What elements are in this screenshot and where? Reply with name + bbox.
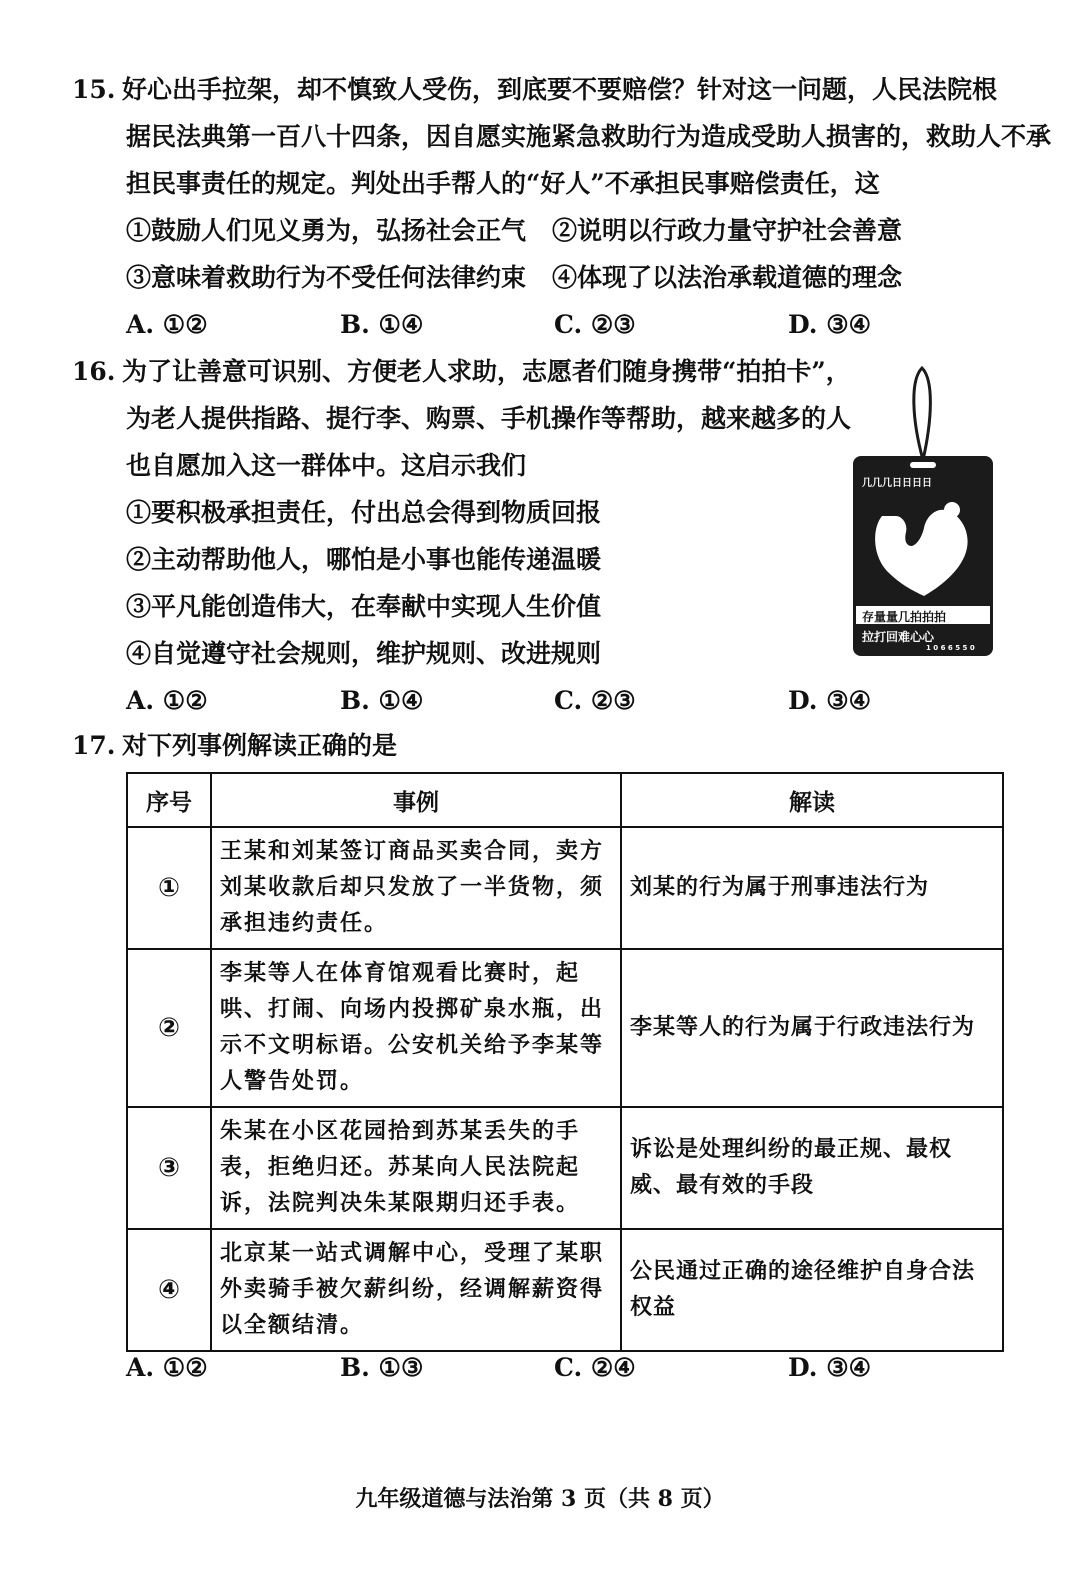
q16-line-3: 也自愿加入这一群体中。这启示我们 xyxy=(126,451,527,480)
card-bottom-text: 拉打回难心心 xyxy=(862,630,935,644)
lanyard-icon xyxy=(914,368,931,460)
table-header-row xyxy=(127,773,1003,827)
q17-number: 17. xyxy=(72,731,116,760)
q15-option-a[interactable]: A. ①② xyxy=(126,310,208,339)
card-top-text: 几几几日日日日 xyxy=(862,478,932,489)
q16-option-a[interactable]: A. ①② xyxy=(126,686,208,715)
q16-statement-2: ②主动帮助他人，哪怕是小事也能传递温暖 xyxy=(126,545,602,574)
table-row xyxy=(127,827,1003,949)
row-case: 朱某在小区花园拾到苏某丢失的手表，拒绝归还。苏某向人民法院起诉，法院判决朱某限期归还手表。 xyxy=(211,1107,621,1229)
q17-stem-line: 17. 对下列事例解读正确的是 xyxy=(72,722,1032,769)
row-interpretation: 公民通过正确的途径维护自身合法权益 xyxy=(621,1229,1003,1351)
q16-line-1: 16. 为了让善意可识别、方便老人求助，志愿者们随身携带“拍拍卡”， xyxy=(72,348,1032,395)
q17-option-c[interactable]: C. ②④ xyxy=(554,1353,636,1382)
q17-option-d[interactable]: D. ③④ xyxy=(788,1353,872,1382)
q15-number: 15. xyxy=(72,75,116,104)
q15-option-b[interactable]: B. ①④ xyxy=(340,310,424,339)
q16-line-2: 为老人提供指路、提行李、购票、手机操作等帮助，越来越多的人 xyxy=(126,404,852,433)
header-case: 事例 xyxy=(211,773,621,827)
row-case: 李某等人在体育馆观看比赛时，起哄、打闹、向场内投掷矿泉水瓶，出示不文明标语。公安机关给予李某等人警告处罚。 xyxy=(211,949,621,1107)
row-interpretation: 刘某的行为属于刑事违法行为 xyxy=(621,827,1003,949)
q16-statement-1: ①要积极承担责任，付出总会得到物质回报 xyxy=(126,498,602,527)
table-row xyxy=(127,949,1003,1107)
heart-logo-dot-icon xyxy=(944,502,960,518)
q15-statements-row-1 xyxy=(72,207,1032,254)
q15-statement-2: ②说明以行政力量守护社会善意 xyxy=(552,216,903,245)
q15-line-2: 据民法典第一百八十四条，因自愿实施紧急救助行为造成受助人损害的，救助人不承 xyxy=(126,122,1052,151)
card-band-text: 存量量几拍拍拍 xyxy=(862,610,947,624)
q15-option-c[interactable]: C. ②③ xyxy=(554,310,636,339)
card-tiny-text: 1 0 6 6 5 5 0 xyxy=(926,644,975,652)
q15-statement-4: ④体现了以法治承载道德的理念 xyxy=(552,263,903,292)
q15-line-3: 担民事责任的规定。判处出手帮人的“好人”不承担民事赔偿责任，这 xyxy=(126,169,880,198)
card-slot-icon xyxy=(910,462,936,468)
q17-options-wrap xyxy=(72,1344,1032,1391)
q16-statement-4: ④自觉遵守社会规则，维护规则、改进规则 xyxy=(126,639,602,668)
row-number: ③ xyxy=(127,1107,211,1229)
q17-case-table xyxy=(126,772,1004,1352)
q15-line-1: 15. 好心出手拉架，却不慎致人受伤，到底要不要赔偿？针对这一问题，人民法院根 xyxy=(72,66,1032,113)
table-row xyxy=(127,1229,1003,1351)
q17-option-a[interactable]: A. ①② xyxy=(126,1353,208,1382)
row-interpretation: 诉讼是处理纠纷的最正规、最权威、最有效的手段 xyxy=(621,1107,1003,1229)
q16-options xyxy=(72,677,1032,724)
header-interpretation: 解读 xyxy=(621,773,1003,827)
row-number: ① xyxy=(127,827,211,949)
question-15 xyxy=(72,66,1052,348)
q15-statement-1: ①鼓励人们见义勇为，弘扬社会正气 xyxy=(126,216,527,245)
q15-options xyxy=(72,301,1032,348)
question-17 xyxy=(72,722,1032,769)
page-footer: 九年级道德与法治第 3 页（共 8 页） xyxy=(355,1486,725,1512)
q16-option-c[interactable]: C. ②③ xyxy=(554,686,636,715)
pat-pat-card-image xyxy=(848,360,998,660)
q16-option-d[interactable]: D. ③④ xyxy=(788,686,872,715)
q15-statement-3: ③意味着救助行为不受任何法律约束 xyxy=(126,263,527,292)
q16-option-b[interactable]: B. ①④ xyxy=(340,686,424,715)
table-row xyxy=(127,1107,1003,1229)
q15-option-d[interactable]: D. ③④ xyxy=(788,310,872,339)
q17-option-b[interactable]: B. ①③ xyxy=(340,1353,424,1382)
q16-number: 16. xyxy=(72,357,116,386)
row-number: ② xyxy=(127,949,211,1107)
row-case: 王某和刘某签订商品买卖合同，卖方刘某收款后却只发放了一半货物，须承担违约责任。 xyxy=(211,827,621,949)
header-serial: 序号 xyxy=(127,773,211,827)
q17-options xyxy=(72,1344,1032,1391)
row-case: 北京某一站式调解中心，受理了某职外卖骑手被欠薪纠纷，经调解薪资得以全额结清。 xyxy=(211,1229,621,1351)
q16-statement-3: ③平凡能创造伟大，在奉献中实现人生价值 xyxy=(126,592,602,621)
row-number: ④ xyxy=(127,1229,211,1351)
row-interpretation: 李某等人的行为属于行政违法行为 xyxy=(621,949,1003,1107)
q15-statements-row-2 xyxy=(72,254,1032,301)
